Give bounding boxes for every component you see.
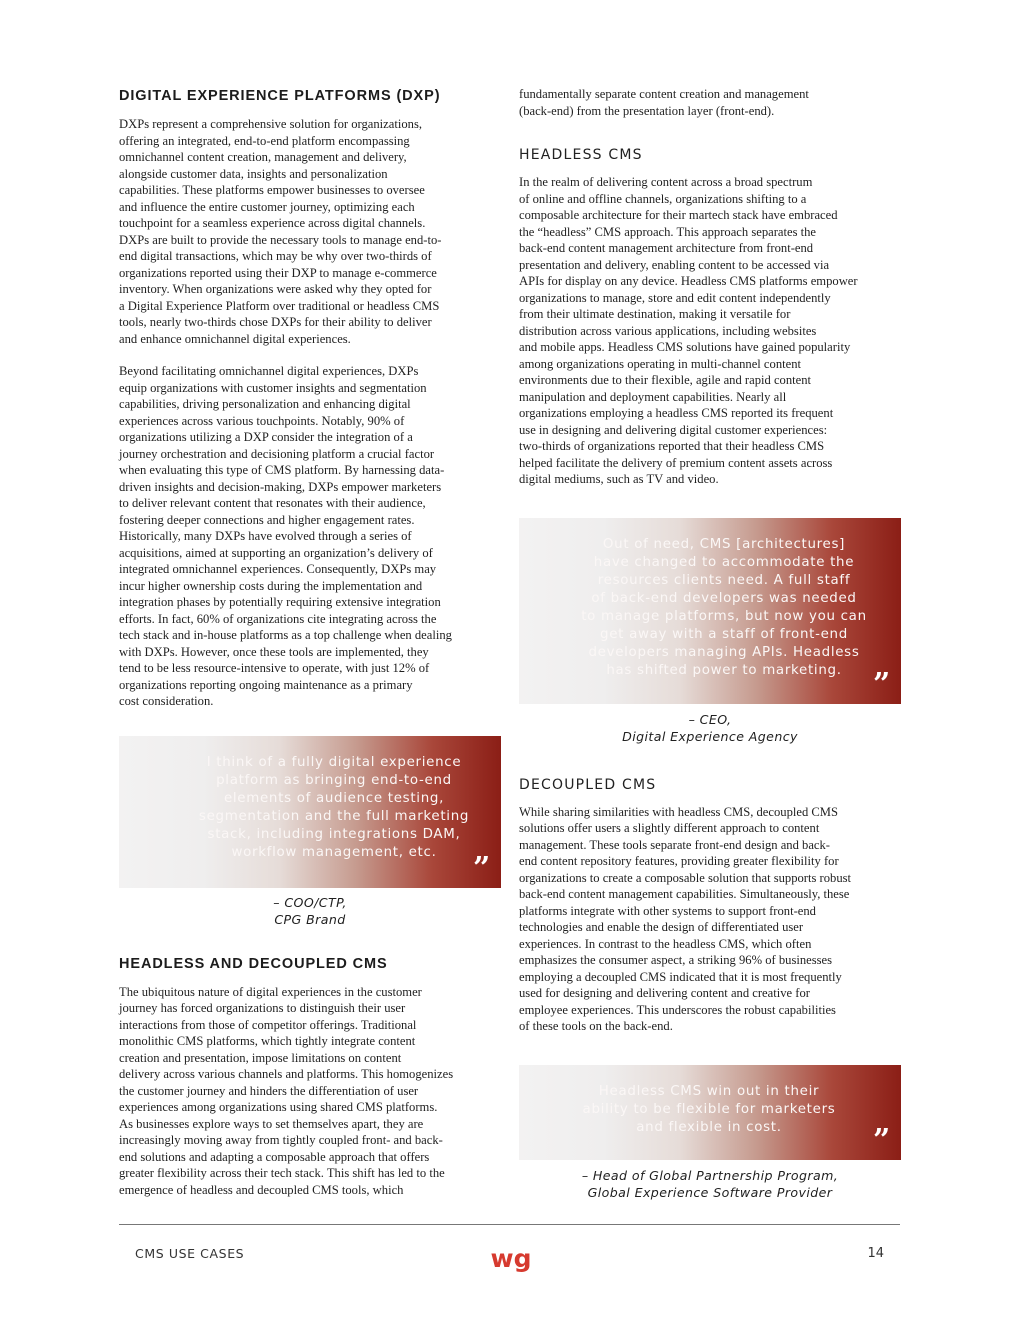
decoupled-cms-paragraph: While sharing similarities with headless CMS, decoupled CMS solutions offer users a slightly different approach to content management. These tools separate front-end design and back- end content repository features, providing greater flexibility for organizations to create a composable solution that supports robust back-end content management capabilities. Simultaneously, these platforms integrate with other systems to support front-end technologies and enable the design of differentiated user experiences. In contrast to the headless CMS, which often emphasizes the consumer aspect, a striking 96% of businesses employing a decoupled CMS indicated that it is most frequently used for designing and delivering content and creative for employee experiences. This underscores the robust capabilities of these tools on the back-end.	[519, 804, 852, 1033]
closing-quote-icon: ”	[473, 850, 491, 886]
pull-quote-decoupled	[519, 1065, 901, 1160]
pull-quote-attribution: – CEO, Digital Experience Agency	[622, 711, 798, 744]
pull-quote-dxp	[119, 736, 501, 888]
dxp-paragraph-2: Beyond facilitating omnichannel digital experiences, DXPs equip organizations with customer insights and segmentation capabilities, driving personalization and enhancing digital experiences across various touchpoints. Notably, 90% of organizations utilizing a DXP consider the integration of a journey orchestration and decisioning platform a crucial factor when evaluating this type of CMS platform. By harnessing data- driven insights and decision-making, DXPs empower marketers to deliver relevant content that resonates with their audience, fostering deeper connections and higher engagement rates. Historically, many DXPs have evolved through a series of acquisitions, aimed at supporting an organization’s delivery of integrated omnichannel experiences. Consequently, DXPs may incur higher ownership costs during the implementation and integration phases by potentially requiring extensive integration efforts. In fact, 60% of organizations cite integrating across the tech stack and in-house platforms as a top challenge when dealing with DXPs. However, once these tools are implemented, they tend to be less resource-intensive to operate, with just 12% of organizations reporting ongoing maintenance as a primary cost consideration.	[119, 364, 452, 708]
dxp-paragraph-1: DXPs represent a comprehensive solution for organizations, offering an integrated, end-to-end platform encompassing omnichannel content creation, management and delivery, alongside customer data, insights and personalization capabilities. These platforms empower businesses to oversee and influence the entire customer journey, optimizing each touchpoint for a seamless experience across digital channels. DXPs are built to provide the necessary tools to manage end-to- end digital transactions, which may be why over two-thirds of organizations reported using their DXP to manage e-commerce inventory. When organizations were asked why they opted for a Digital Experience Platform over traditional or headless CMS tools, nearly two-thirds chose DXPs for their ability to deliver and enhance omnichannel digital experiences.	[119, 117, 442, 346]
spacer	[119, 347, 501, 363]
dxp-heading: DIGITAL EXPERIENCE PLATFORMS (DXP)	[119, 88, 441, 104]
headless-decoupled-heading: HEADLESS AND DECOUPLED CMS	[119, 955, 388, 972]
pull-quote-headless	[519, 518, 901, 704]
closing-quote-icon: ”	[873, 666, 891, 702]
footer-divider	[119, 1224, 900, 1225]
pull-quote-text: I think of a fully digital experience platform as bringing end-to-end elements of audience testing, segmentation and the full marketing stack, including integrations DAM, workflow management, etc.	[198, 754, 470, 860]
wg-logo	[490, 1243, 532, 1277]
right-column	[519, 86, 901, 1201]
wg-logo-text: wg	[490, 1244, 532, 1273]
pull-quote-text: Headless CMS win out in their ability to be flexible for marketers and flexible in cost.	[582, 1083, 836, 1135]
headless-decoupled-paragraph: The ubiquitous nature of digital experiences in the customer journey has forced organizations to distinguish their user interactions from those of competitor offerings. Traditional monolithic CMS platforms, which tightly integrate content creation and presentation, impose limitations on content delivery across various channels and platforms. This homogenizes the customer journey and hinders the differentiation of user experiences among organizations using shared CMS platforms. As businesses explore ways to set themselves apart, they are increasingly moving away from tightly coupled front- and back- end solutions and adapting a composable approach that offers greater flexibility across their tech stack. This shift has led to the emergence of headless and decoupled CMS tools, which	[119, 984, 454, 1197]
page-number: 14	[867, 1246, 884, 1261]
pull-quote-attribution: – COO/CTP, CPG Brand	[273, 894, 347, 927]
pull-quote-attribution: – Head of Global Partnership Program, Global Experience Software Provider	[581, 1167, 839, 1200]
pull-quote-text: Out of need, CMS [architectures] have changed to accommodate the resources clients need. A full staff of back-end developers was needed to manage platforms, but now you can get away with a staff of front-end developers managing APIs. Headless has shifted power to marketing.	[581, 536, 867, 678]
headless-cms-paragraph: In the realm of delivering content across a broad spectrum of online and offline channels, organizations shifting to a composable architecture for their martech stack have embraced the “headless” CMS approach. This approach separates the back-end content management architecture from front-end presentation and delivery, enabling content to be accessed via APIs for display on any device. Headless CMS platforms empower organizations to manage, store and edit content independently from their ultimate destination, making it versatile for distribution across various applications, including websites and mobile apps. Headless CMS solutions have gained popularity among organizations operating in multi-channel content environments due to their flexible, agile and rapid content manipulation and deployment capabilities. Nearly all organizations employing a headless CMS reported its frequent use in designing and delivering digital customer experiences: two-thirds of organizations reported that their headless CMS helped facilitate the delivery of premium content assets across digital mediums, such as TV and video.	[519, 175, 858, 486]
decoupled-cms-heading: DECOUPLED CMS	[519, 776, 657, 793]
closing-quote-icon: ”	[873, 1122, 891, 1158]
left-column	[119, 86, 501, 1198]
continued-paragraph: fundamentally separate content creation and management (back-end) from the presentation layer (front-end).	[519, 87, 809, 118]
headless-cms-heading: HEADLESS CMS	[519, 147, 643, 163]
footer-section-label: CMS USE CASES	[135, 1246, 245, 1261]
